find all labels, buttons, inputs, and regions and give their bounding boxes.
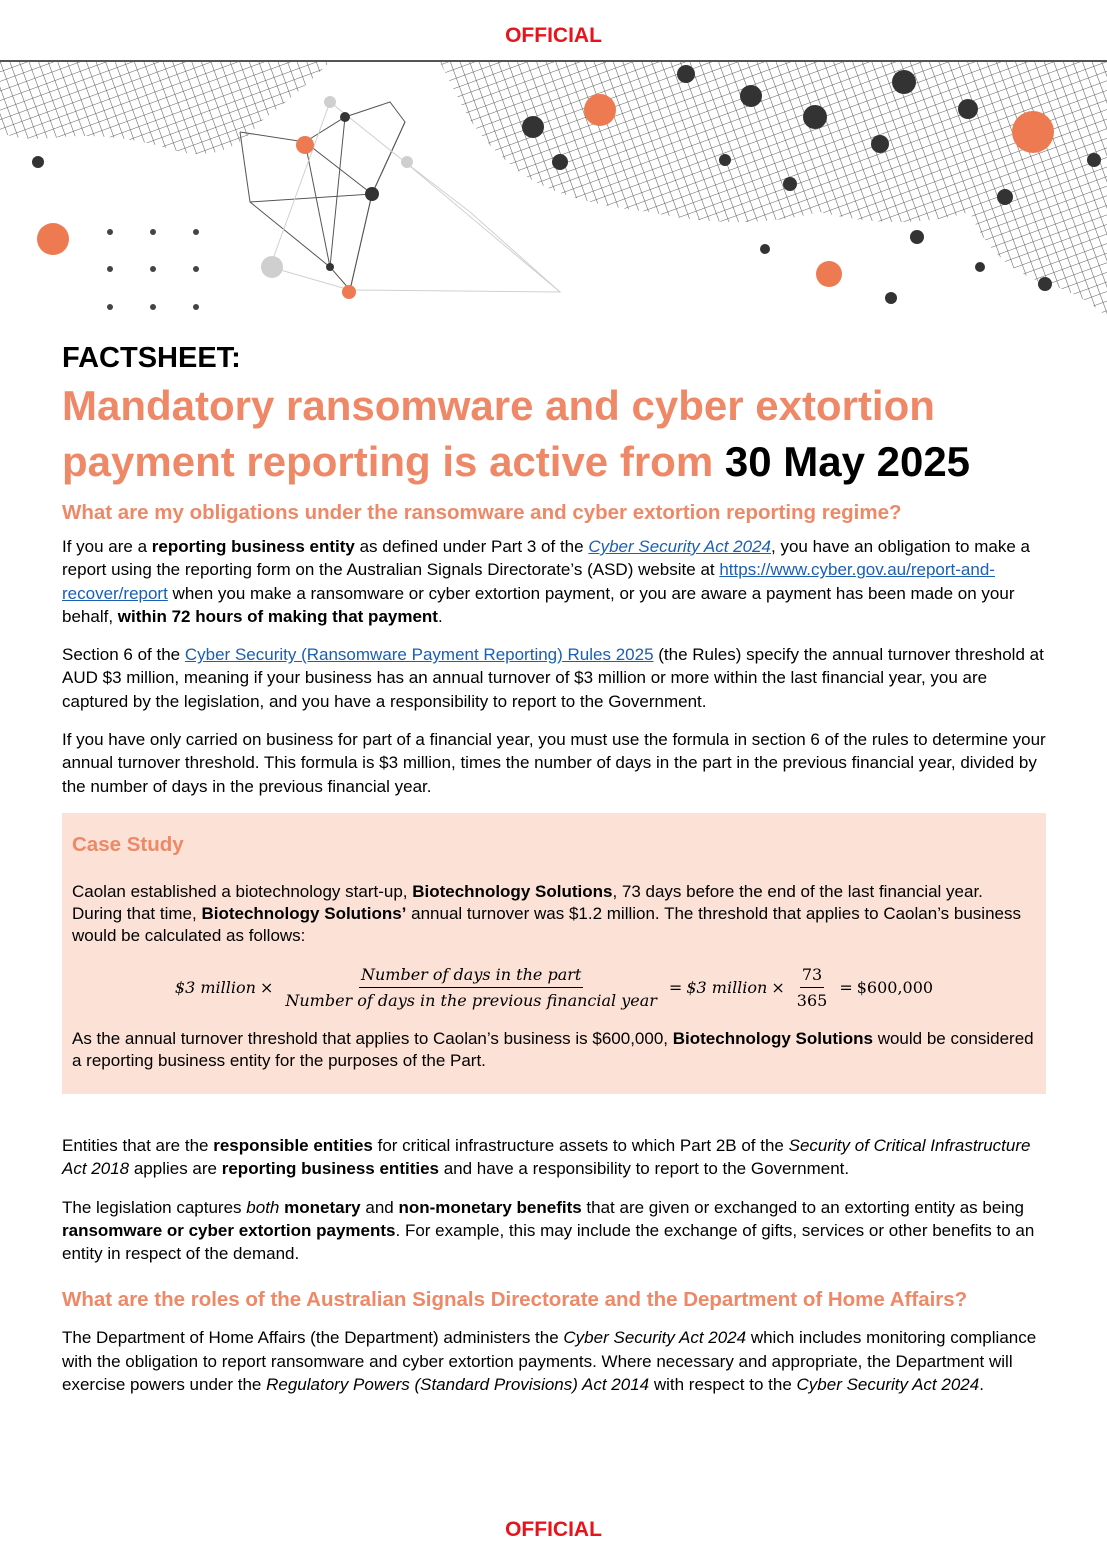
paragraph-roles: The Department of Home Affairs (the Department) administers the Cyber Security Act 2024 which includes monitoring compliance with the obligation to report ransomware and cyber extortion payments. Where necessary and appropriate, the Department will exercise powers under the Regulatory Powers (Standard Provisions) Act 2014 with respect to the Cyber Security Act 2024.: [62, 1328, 1037, 1395]
formula-numerator: Number of days in the part: [359, 965, 583, 988]
formula-times-2: ×: [771, 977, 785, 997]
formula-equals-2: =: [839, 977, 853, 997]
document-type-label: FACTSHEET:: [62, 342, 241, 374]
formula-fraction-2: [795, 965, 830, 1010]
page-title-date: 30 May 2025: [724, 438, 971, 485]
formula-equals: =: [668, 977, 683, 997]
formula-numerator-2: 73: [800, 965, 824, 988]
ransomware-rules-link[interactable]: Cyber Security (Ransomware Payment Reporting) Rules 2025: [184, 645, 654, 665]
case-study-intro: Caolan established a biotechnology start-up, Biotechnology Solutions, 73 days before the end of the last financial year. During that time, Biotechnology Solutions’ annual turnover was $1.2 million. The threshold that applies to Caolan’s business would be calculated as follows:: [72, 881, 1021, 945]
factsheet-body: [62, 338, 1046, 1396]
paragraph-benefits: The legislation captures both monetary and non-monetary benefits that are given or exchanged to an extorting entity as being ransomware or cyber extortion payments. For example, this may include the exchange of gifts, services or other benefits to an entity in respect of the demand.: [62, 1197, 1035, 1264]
paragraph-partial-year: If you have only carried on business for part of a financial year, you must use the formula in section 6 of the rules to determine your annual turnover threshold. This formula is $3 million, times the number of days in the part in the previous financial year, divided by the number of days in the previous financial year.: [62, 730, 1046, 796]
formula-fraction: [283, 965, 659, 1010]
asd-report-link[interactable]: https://www.cyber.gov.au/report-and-recover/report: [62, 560, 995, 603]
page-title-text: Mandatory ransomware and cyber extortion payment reporting is active from: [62, 382, 935, 485]
formula-base-2: $3 million: [686, 977, 768, 997]
threshold-formula: [72, 965, 1036, 1010]
section-heading-roles: What are the roles of the Australian Signals Directorate and the Department of Home Affairs?: [62, 1288, 968, 1312]
paragraph-obligation: If you are a reporting business entity as defined under Part 3 of the Cyber Security Act 2024, you have an obligation to make a report using the reporting form on the Australian Signals Directorate’s (ASD) website at https://www.cyber.gov.au/report-and-recover/report when you make a ransomware or cyber extortion payment, or you are aware a payment has been made on your behalf, within 72 hours of making that payment.: [62, 537, 1030, 626]
formula-denominator-2: 365: [796, 990, 828, 1010]
case-study-box: [62, 813, 1046, 1094]
formula-denominator: Number of days in the previous financial year: [285, 990, 657, 1010]
case-study-conclusion: As the annual turnover threshold that applies to Caolan’s business is $600,000, Biotechnology Solutions would be considered a reporting business entity for the purposes of the Part.: [72, 1028, 1034, 1070]
paragraph-threshold: Section 6 of the Cyber Security (Ransomware Payment Reporting) Rules 2025 (the Rules) specify the annual turnover threshold at AUD $3 million, meaning if your business has an annual turnover of $3 million or more within the last financial year, you are captured by the legislation, and you have a responsibility to report to the Government.: [62, 645, 1044, 711]
mesh-left: [0, 62, 330, 154]
section-heading-obligations: What are my obligations under the ransomware and cyber extortion reporting regime?: [62, 501, 902, 524]
paragraph-responsible-entities: Entities that are the responsible entities for critical infrastructure assets to which Part 2B of the Security of Critical Infrastructure Act 2018 applies are reporting business entities and have a responsibility to report to the Government.: [62, 1135, 1031, 1179]
classification-marking-bottom: OFFICIAL: [505, 1518, 602, 1541]
network-mesh-banner: [0, 60, 1107, 324]
page-title: [62, 378, 1046, 490]
formula-base: $3 million: [174, 977, 256, 997]
classification-marking-top: OFFICIAL: [505, 24, 602, 47]
case-study-heading: Case Study: [72, 832, 184, 856]
formula-result: $600,000: [856, 977, 934, 997]
cyber-security-act-link[interactable]: Cyber Security Act 2024: [588, 537, 771, 556]
formula-times: ×: [259, 977, 274, 997]
